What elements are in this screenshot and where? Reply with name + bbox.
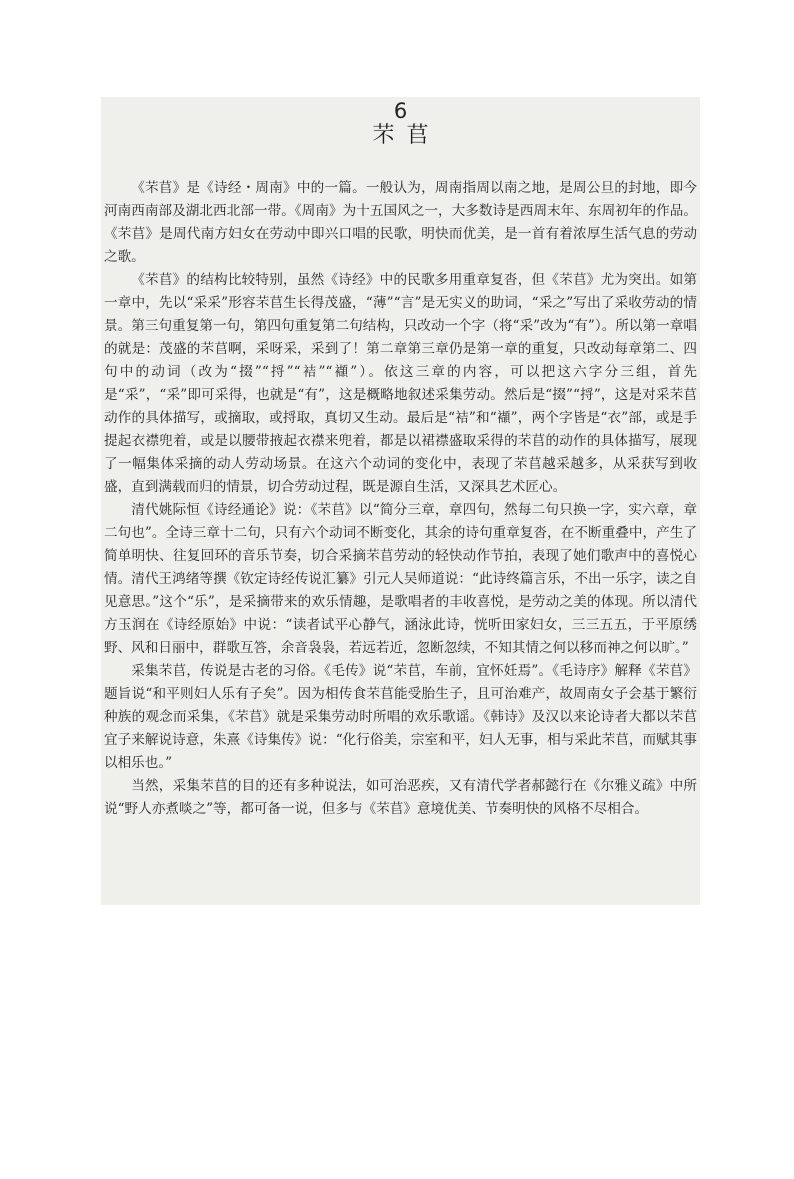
paragraph-3: 清代姚际恒《诗经通论》说：《芣苢》以“简分三章，章四句，然每二句只换一字，实六章，章二句也”。全诗三章十二句，只有六个动词不断变化，其余的诗句重章复沓，在不断重叠中，产生了简单明快、往复回环的音乐节奏，切合采摘芣苢劳动的轻快动作节拍，表现了她们歌声中的喜悦心情。清代王鸿绪等撰《钦定诗经传说汇纂》引元人吴师道说：“此诗终篇言乐，不出一乐字，读之自见意思。”这个“乐”，是采摘带来的欢乐情趣，是歌唱者的丰收喜悦，是劳动之美的体现。所以清代方玉润在《诗经原始》中说：“读者试平心静气，涵泳此诗，恍听田家妇女，三三五五，于平原绣野、风和日丽中，群歌互答，余音袅袅，若远若近，忽断忽续，不知其情之何以移而神之何以旷。” [104,502,697,656]
article-body [104,177,697,821]
scanned-page [101,97,700,905]
lesson-number: 6 [393,99,408,123]
page-title: 芣苢 [372,123,441,148]
paragraph-4: 采集芣苢，传说是古老的习俗。《毛传》说“芣苢，车前，宜怀妊焉”。《毛诗序》解释《芣苢》题旨说“和平则妇人乐有子矣”。因为相传食芣苢能受胎生子，且可治难产，故周南女子会基于繁衍种族的观念而采集，《芣苢》就是采集劳动时所唱的欢乐歌谣。《韩诗》及汉以来论诗者大都以芣苢宜子来解说诗意，朱熹《诗集传》说：“化行俗美，宗室和平，妇人无事，相与采此芣苢，而赋其事以相乐也。” [104,663,697,771]
paragraph-2: 《芣苢》的结构比较特别，虽然《诗经》中的民歌多用重章复沓，但《芣苢》尤为突出。如第一章中，先以“采采”形容芣苢生长得茂盛，“薄”“言”是无实义的助词，“采之”写出了采收劳动的情景。第三句重复第一句，第四句重复第二句结构，只改动一个字（将“采”改为“有”）。所以第一章唱的就是：茂盛的芣苢啊，采呀采，采到了！第二章第三章仍是第一章的重复，只改动每章第二、四句中的动词（改为“掇”“捋”“袺”“襭”）。依这三章的内容，可以把这六字分三组，首先是“采”，“采”即可采得，也就是“有”，这是概略地叙述采集劳动。然后是“掇”“捋”，这是对采芣苢动作的具体描写，或摘取，或捋取，真切又生动。最后是“袺”和“襭”，两个字皆是“衣”部，或是手提起衣襟兜着，或是以腰带掖起衣襟来兜着，都是以裙襟盛取采得的芣苢的动作的具体描写，展现了一幅集体采摘的动人劳动场景。在这六个动词的变化中，表现了芣苢越采越多，从采获写到收盛，直到满载而归的情景，切合劳动过程，既是源自生活，又深具艺术匠心。 [104,272,697,495]
paragraph-5: 当然，采集芣苢的目的还有多种说法，如可治恶疾，又有清代学者郝懿行在《尔雅义疏》中所说“野人亦煮啖之”等，都可备一说，但多与《芣苢》意境优美、节奏明快的风格不尽相合。 [104,778,697,817]
paragraph-1: 《芣苢》是《诗经・周南》中的一篇。一般认为，周南指周以南之地，是周公旦的封地，即今河南西南部及湖北西北部一带。《周南》为十五国风之一，大多数诗是西周末年、东周初年的作品。《芣苢》是周代南方妇女在劳动中即兴口唱的民歌，明快而优美，是一首有着浓厚生活气息的劳动之歌。 [104,180,697,265]
